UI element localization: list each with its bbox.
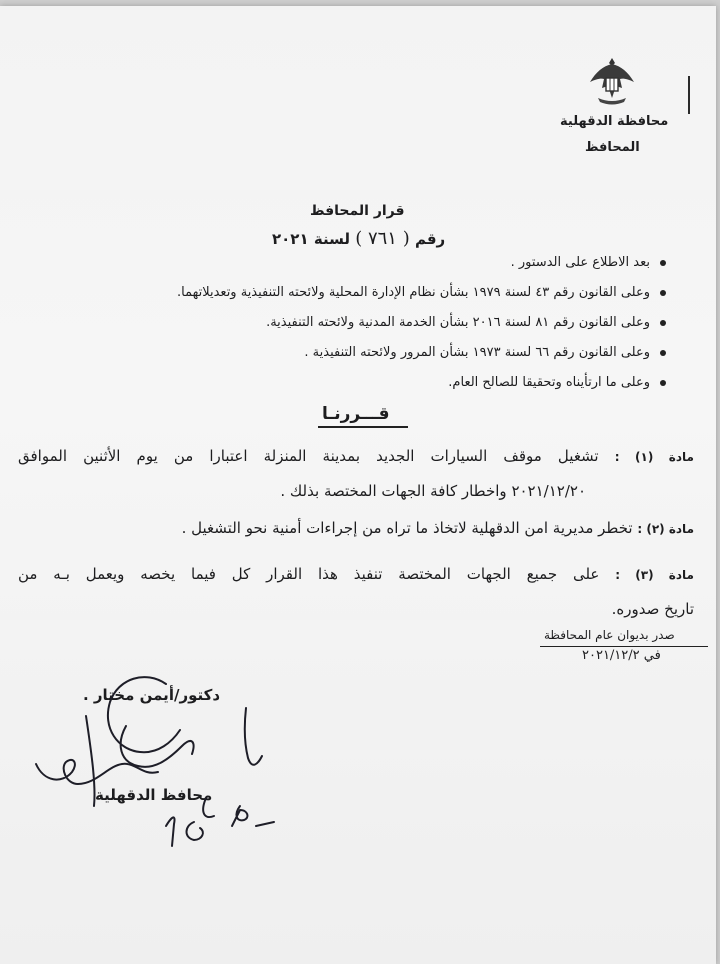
bullet-icon [660, 290, 666, 296]
bullet-icon [660, 380, 666, 386]
article-3-line-2: تاريخ صدوره. [611, 600, 694, 618]
article-3-number: مادة (٣) : [615, 568, 694, 582]
article-1 [18, 439, 694, 508]
number-prefix: رقم [414, 230, 446, 248]
decision-title: قرار المحافظ [310, 203, 405, 219]
article-1-line-2: ٢٠٢١/١٢/٢٠ واخطار كافة الجهات المختصة بذلك . [280, 482, 586, 500]
list-item: وعلى القانون رقم ٤٣ لسنة ١٩٧٩ بشأن نظام الإدارة المحلية ولائحته التنفيذية وتعديلاتهما. [60, 278, 666, 308]
decision-year: لسنة ٢٠٢١ [272, 230, 350, 248]
document-page [0, 6, 716, 964]
eagle-emblem-icon [584, 54, 640, 108]
signatory-title: محافظ الدقهلية [95, 786, 213, 804]
list-item: وعلى القانون رقم ٦٦ لسنة ١٩٧٣ بشأن المرور ولائحته التنفيذية . [60, 338, 666, 368]
legal-basis-list [60, 248, 666, 398]
list-item: وعلى القانون رقم ٨١ لسنة ٢٠١٦ بشأن الخدمة المدنية ولائحته التنفيذية. [60, 308, 666, 338]
issued-date: في ٢٠٢١/١٢/٢ [582, 648, 661, 663]
article-3-line-1: مادة (٣) : على جميع الجهات المختصة تنفيذ هذا القرار كل فيما يخصه ويعمل بـه من [18, 565, 694, 583]
page-edge-mark [688, 76, 690, 114]
article-1-line-1: مادة (١) : تشغيل موقف السيارات الجديد بمدينة المنزلة اعتبارا من يوم الأثنين الموافق [18, 447, 694, 465]
bullet-icon [660, 350, 666, 356]
list-item: بعد الاطلاع على الدستور . [60, 248, 666, 278]
decided-underline [318, 426, 408, 428]
number-value: ( ٧٦١ ) [355, 228, 410, 249]
article-1-number: مادة (١) : [614, 450, 694, 464]
bullet-icon [660, 260, 666, 266]
article-2-number: مادة (٢) : [637, 522, 694, 536]
decision-number [272, 228, 445, 249]
list-item: وعلى ما ارتأيناه وتحقيقا للصالح العام. [60, 368, 666, 398]
governorate-name: محافظة الدقهلية [560, 114, 669, 129]
issued-label: صدر بديوان عام المحافظة [544, 628, 675, 642]
bullet-icon [660, 320, 666, 326]
office-title: المحافظ [585, 140, 640, 155]
article-2-line-1: مادة (٢) : تخطر مديرية امن الدقهلية لاتخاذ ما تراه من إجراءات أمنية نحو التشغيل . [181, 519, 694, 537]
handwritten-signature [16, 656, 286, 866]
issued-divider [540, 646, 708, 647]
signatory-name: دكتور/أيمن مختار . [83, 686, 221, 704]
decided-heading: قـــررنـا [322, 404, 390, 424]
article-3 [18, 557, 694, 626]
article-2 [18, 511, 694, 546]
